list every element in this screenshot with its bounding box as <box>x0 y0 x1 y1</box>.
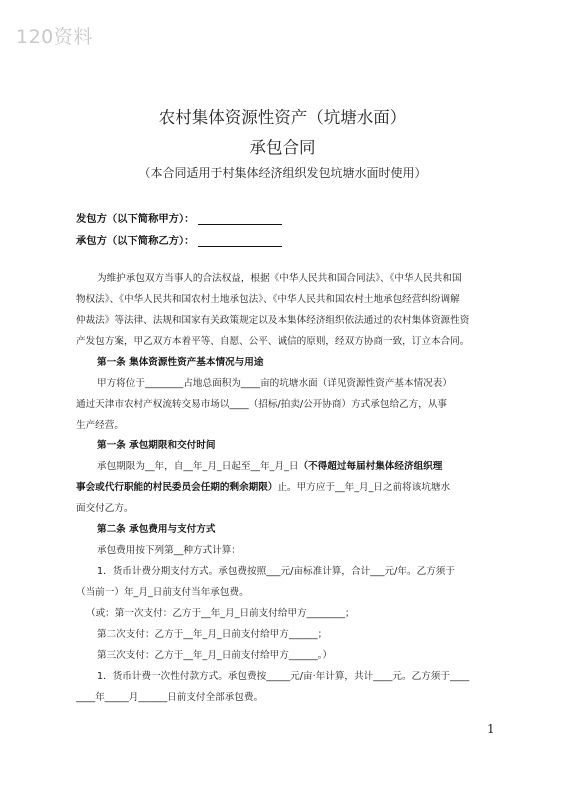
term-note: （不得超过每届村集体经济组织理 <box>298 461 443 472</box>
article-line <box>97 458 442 472</box>
article-line: 甲方将位于________占地总面积为____亩的坑塘水面（详见资源性资产基本情况表） <box>97 378 452 389</box>
article-heading: 第一条 承包期限和交付时间 <box>97 440 216 451</box>
preamble-line: 仲裁法》等法律、法规和国家有关政策规定以及本集体经济组织依法通过的农村集体资源性资 <box>76 315 470 326</box>
article-line <box>76 479 450 493</box>
article-heading: 第一条 集体资源性资产基本情况与用途 <box>97 357 264 368</box>
article-line: （当前一）年_月_日前支付当年承包费。 <box>76 587 249 598</box>
page-number: 1 <box>487 722 495 736</box>
preamble-line: 产发包方案，甲乙双方本着平等、自愿、公平、诚信的原则，经双方协商一致，订立本合同。 <box>76 336 470 347</box>
contract-title: 农村集体资源性资产（坑塘水面） <box>158 108 407 127</box>
contract-subtitle: （本合同适用于村集体经济组织发包坑塘水面时使用） <box>138 166 427 180</box>
article-line: 通过天津市农村产权流转交易市场以____（招标/拍卖/公开协商）方式承包给乙方，从事 <box>76 399 448 410</box>
party-b-blank[interactable] <box>198 235 282 247</box>
preamble-line: 物权法》、《中华人民共和国农村土地承包法》、《中华人民共和国农村土地承包经营纠纷调解 <box>76 294 460 305</box>
article-line: 1．货币计费分期支付方式。承包费按照___元/亩标准计算，合计___元/年。乙方须于 <box>97 566 455 577</box>
term-text: 止。甲方应于__年_月_日之前将该坑塘水 <box>277 482 451 493</box>
party-a-label: 发包方（以下简称甲方）： <box>76 213 195 225</box>
watermark-logo: 120资料 <box>16 26 93 48</box>
article-line: 承包费用按下列第__种方式计算： <box>97 545 241 556</box>
term-text: 承包期限为__年，自__年_月_日起至__年_月_日 <box>97 461 299 472</box>
preamble-line: 为维护承包双方当事人的合法权益，根据《中华人民共和国合同法》、《中华人民共和国 <box>97 273 462 284</box>
article-line: 第三次支付：乙方于__年_月_日前支付给甲方______。） <box>97 650 333 661</box>
article-line: 面交付乙方。 <box>76 503 134 514</box>
article-line: （或：第一次支付：乙方于__年_月_日前支付给甲方________； <box>86 608 355 619</box>
party-b-line <box>76 232 282 247</box>
party-a-blank[interactable] <box>198 213 282 225</box>
party-a-line <box>76 210 282 225</box>
party-b-label: 承包方（以下简称乙方）： <box>76 235 195 247</box>
article-line: 1．货币计费一次性付款方式。承包费按_____元/亩·年计算，共计____元。乙方须于____ <box>97 671 470 682</box>
article-line: 生产经营。 <box>76 420 124 431</box>
contract-title-line2: 承包合同 <box>249 138 316 157</box>
article-line: 第二次支付：乙方于__年_月_日前支付给甲方______； <box>97 629 328 640</box>
article-heading: 第二条 承包费用与支付方式 <box>97 524 216 535</box>
term-note: 事会或代行职能的村民委员会任期的剩余期限） <box>76 482 278 493</box>
article-line: ____年_____月______日前支付全部承包费。 <box>76 692 264 703</box>
